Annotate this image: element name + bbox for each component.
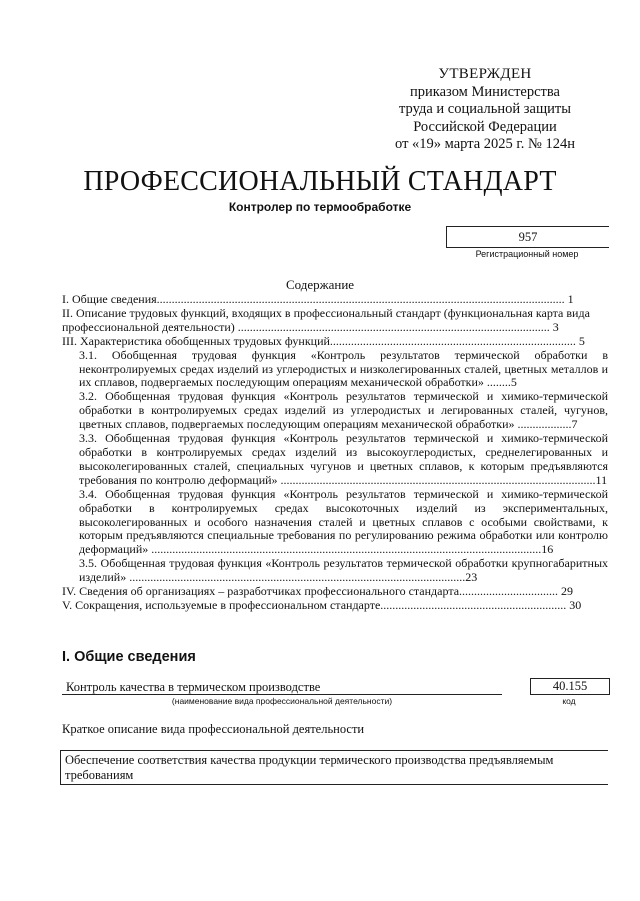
approval-line: труда и социальной защиты	[399, 101, 571, 117]
approval-heading: УТВЕРЖДЕН	[438, 66, 532, 82]
toc-entry[interactable]: 3.1. Обобщенная трудовая функция «Контроль результатов термической обработки в неконтролируемых средах изделий из углеродистых и низколегированных сталей, цветных металлов и их сплавов, подвергаемых последующим операциям механической обработки» ........5	[79, 347, 608, 390]
activity-code: 40.155	[530, 678, 610, 695]
toc-entry[interactable]: 3.2. Обобщенная трудовая функция «Контроль результатов термической и химико-термической обработки в контролируемых средах изделий из углеродистых и легированных сталей, чугунов, цветных сплавов, подвергаемых последующим операциям механической обработки» ..................7	[79, 389, 608, 432]
toc-entry[interactable]: 3.5. Обобщенная трудовая функция «Контроль результатов термической обработки крупногабаритных изделий» ................................................................................................................23	[79, 556, 608, 585]
contents-heading: Содержание	[285, 277, 355, 292]
activity-name-caption: (наименование вида профессиональной деятельности)	[171, 696, 393, 706]
brief-description-label: Краткое описание вида профессиональной деятельности	[62, 722, 365, 736]
approval-line: Российской Федерации	[413, 118, 557, 135]
section-heading: I. Общие сведения	[62, 649, 196, 665]
toc-entry[interactable]: 3.3. Обобщенная трудовая функция «Контроль результатов термической и химико-термической обработки в контролируемых средах изделий из высокоуглеродистых, среднелегированных и высоколегированных сталей, специальных чугунов и цветных сплавов, к которым предъявляются требования по контролю деформаций» .........................................................................................................11	[79, 431, 608, 487]
registration-number-label: Регистрационный номер	[475, 249, 579, 259]
toc-entry[interactable]: IV. Сведения об организациях – разработчиках профессионального стандарта................................. 29	[62, 584, 574, 599]
toc-entry[interactable]: II. Описание трудовых функций, входящих в профессиональный стандарт (функциональная карта вида профессиональной деятельности) ........................................................................................................ 3	[62, 305, 590, 334]
approval-line: приказом Министерства	[410, 83, 560, 100]
toc-entry[interactable]: III. Характеристика обобщенных трудовых функций.................................................................................. 5	[62, 333, 585, 348]
activity-purpose: Обеспечение соответствия качества продукции термического производства предъявляемым требованиям	[60, 750, 608, 785]
toc-entry[interactable]: I. Общие сведения........................................................................................................................................ 1	[62, 292, 574, 306]
approval-block	[360, 66, 610, 154]
toc-entry[interactable]: V. Сокращения, используемые в профессиональном стандарте.............................................................. 30	[62, 597, 582, 612]
table-of-contents	[62, 293, 608, 613]
toc-entry[interactable]: 3.4. Обобщенная трудовая функция «Контроль результатов термической и химико-термической обработки в контролируемых средах высокоточных изделий из экспериментальных, высоколегированных и особого назначения сталей и цветных сплавов с особыми свойствами, к которым предъявляются специальные требования по регулированию режима обработки или контролю деформаций» ..................................................................................................................................16	[79, 486, 608, 557]
activity-name: Контроль качества в термическом производстве	[62, 680, 502, 695]
activity-code-caption: код	[562, 696, 576, 706]
approval-date-line: от «19» марта 2025 г. № 124н	[395, 136, 575, 152]
registration-number-box: 957	[446, 226, 609, 248]
document-subtitle: Контролер по термообработке	[228, 200, 412, 214]
document-title: ПРОФЕССИОНАЛЬНЫЙ СТАНДАРТ	[83, 166, 557, 197]
